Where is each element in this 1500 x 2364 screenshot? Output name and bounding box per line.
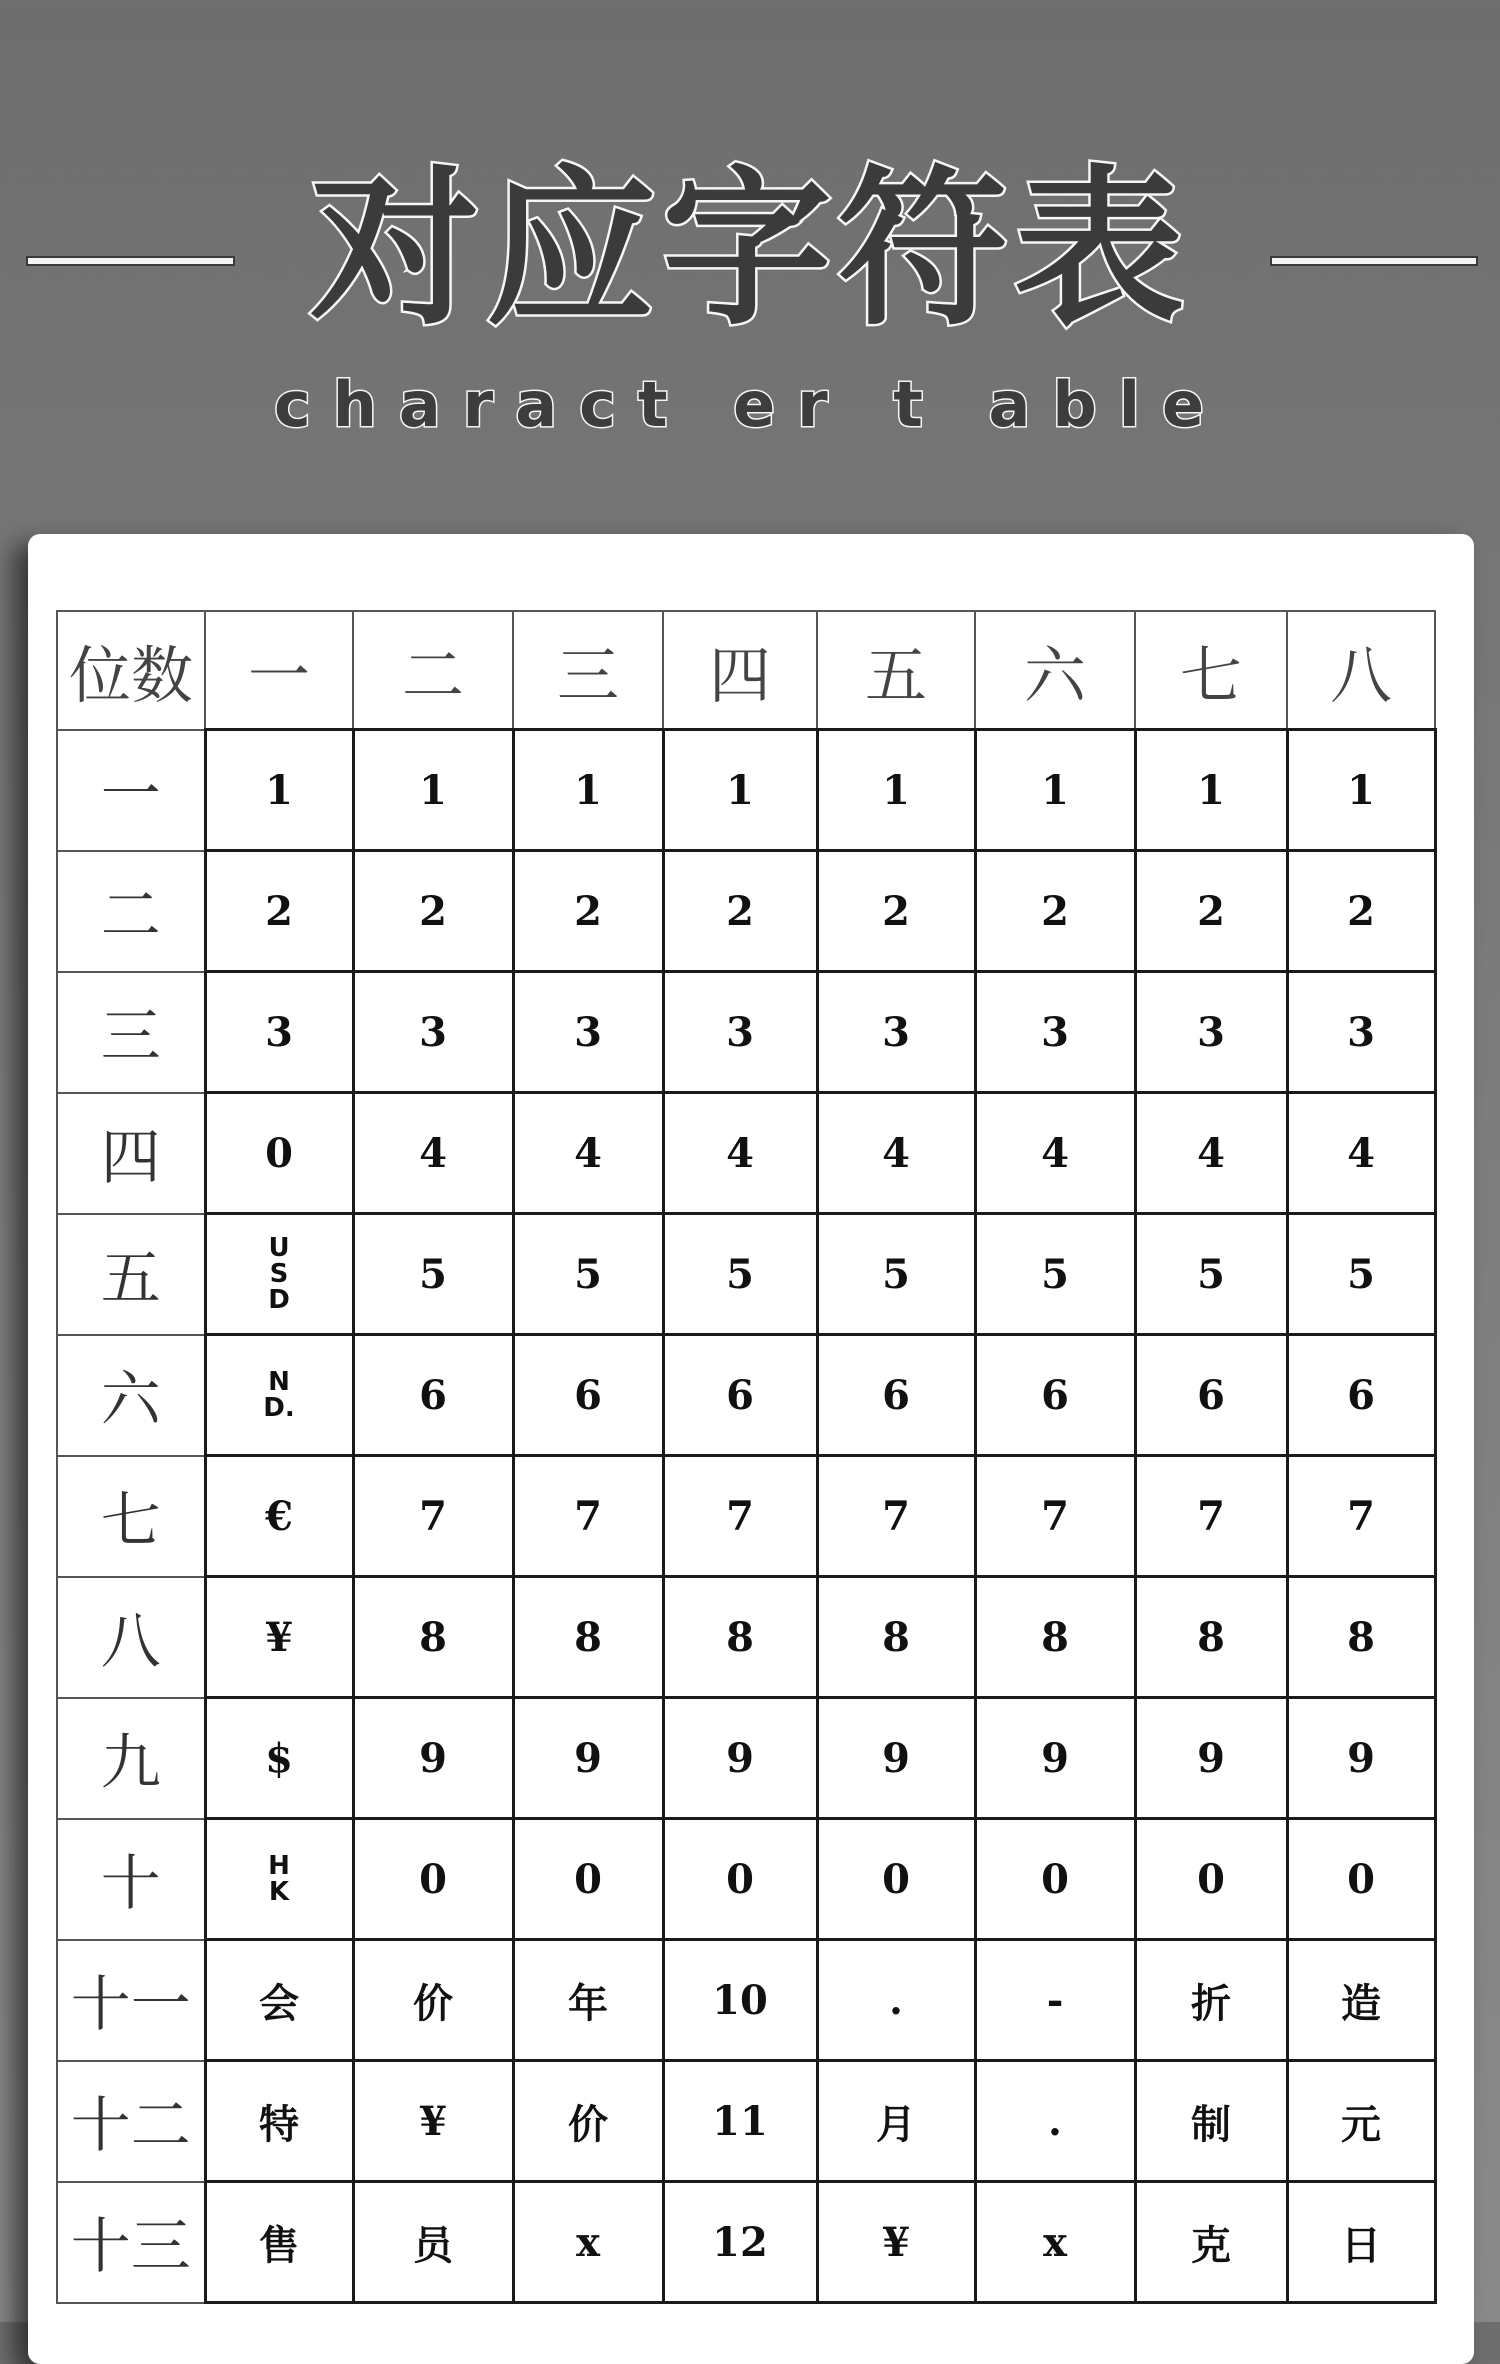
table-cell: 0 (353, 1819, 513, 1940)
table-cell: 1 (1135, 730, 1287, 851)
table-cell: 7 (975, 1456, 1135, 1577)
table-cell: 3 (663, 972, 817, 1093)
table-cell: 会 (205, 1940, 353, 2061)
table-cell: 0 (817, 1819, 975, 1940)
table-cell: 6 (975, 1335, 1135, 1456)
table-row (57, 1940, 1435, 2061)
table-cell: 员 (353, 2182, 513, 2303)
table-cell: 7 (353, 1456, 513, 1577)
table-cell: 1 (1287, 730, 1435, 851)
table-row (57, 1335, 1435, 1456)
table-cell: 1 (513, 730, 663, 851)
table-cell: 8 (817, 1577, 975, 1698)
table-cell: 价 (513, 2061, 663, 2182)
row-header: 二 (57, 851, 205, 972)
table-row (57, 851, 1435, 972)
table-corner-label: 位数 (57, 611, 205, 730)
table-cell: 5 (663, 1214, 817, 1335)
table-cell: 0 (1287, 1819, 1435, 1940)
table-cell: 2 (817, 851, 975, 972)
table-cell: 2 (205, 851, 353, 972)
table-cell: 0 (975, 1819, 1135, 1940)
table-cell: 4 (353, 1093, 513, 1214)
character-table (56, 610, 1437, 2304)
table-cell: 5 (1135, 1214, 1287, 1335)
table-row (57, 1214, 1435, 1335)
row-header: 九 (57, 1698, 205, 1819)
table-cell: U S D (205, 1214, 353, 1335)
table-cell: 0 (1135, 1819, 1287, 1940)
table-cell: 4 (1287, 1093, 1435, 1214)
table-cell: 6 (353, 1335, 513, 1456)
table-cell: 3 (1135, 972, 1287, 1093)
table-cell: 9 (817, 1698, 975, 1819)
table-cell: 4 (663, 1093, 817, 1214)
table-cell: x (513, 2182, 663, 2303)
table-cell: 4 (1135, 1093, 1287, 1214)
row-header: 七 (57, 1456, 205, 1577)
title-area (0, 150, 1500, 350)
table-cell: 5 (1287, 1214, 1435, 1335)
row-header: 十 (57, 1819, 205, 1940)
table-cell: 8 (353, 1577, 513, 1698)
page-subtitle: charact er t able (273, 368, 1227, 441)
table-cell: 5 (513, 1214, 663, 1335)
table-row (57, 1698, 1435, 1819)
table-cell: 8 (1135, 1577, 1287, 1698)
table-cell: $ (205, 1698, 353, 1819)
table-cell: 8 (1287, 1577, 1435, 1698)
table-cell: 0 (513, 1819, 663, 1940)
row-header: 八 (57, 1577, 205, 1698)
table-cell: 1 (353, 730, 513, 851)
table-cell: 2 (353, 851, 513, 972)
table-cell: 7 (513, 1456, 663, 1577)
table-cell: 7 (1135, 1456, 1287, 1577)
column-header: 三 (513, 611, 663, 730)
row-header: 十一 (57, 1940, 205, 2061)
table-cell: 2 (1135, 851, 1287, 972)
table-cell: 11 (663, 2061, 817, 2182)
table-cell: 3 (1287, 972, 1435, 1093)
table-cell: 8 (663, 1577, 817, 1698)
table-row (57, 730, 1435, 851)
table-cell: 7 (817, 1456, 975, 1577)
row-header: 十三 (57, 2182, 205, 2303)
table-cell: - (975, 1940, 1135, 2061)
table-cell: 日 (1287, 2182, 1435, 2303)
table-cell: 6 (663, 1335, 817, 1456)
table-cell: 9 (663, 1698, 817, 1819)
table-cell: . (817, 1940, 975, 2061)
table-cell: 造 (1287, 1940, 1435, 2061)
table-cell: 1 (817, 730, 975, 851)
table-cell: 4 (975, 1093, 1135, 1214)
table-row (57, 1456, 1435, 1577)
table-cell: 年 (513, 1940, 663, 2061)
table-cell: 5 (817, 1214, 975, 1335)
column-header: 八 (1287, 611, 1435, 730)
table-cell: 2 (975, 851, 1135, 972)
table-cell: 6 (513, 1335, 663, 1456)
table-row (57, 972, 1435, 1093)
table-cell: 7 (663, 1456, 817, 1577)
table-cell: 1 (205, 730, 353, 851)
page-title: 对应字符表 (309, 151, 1190, 349)
table-cell: 3 (205, 972, 353, 1093)
table-cell: ¥ (817, 2182, 975, 2303)
character-table-card (28, 534, 1474, 2364)
row-header: 六 (57, 1335, 205, 1456)
table-cell: N D. (205, 1335, 353, 1456)
table-cell: H K (205, 1819, 353, 1940)
table-cell: 9 (1135, 1698, 1287, 1819)
table-cell: 售 (205, 2182, 353, 2303)
table-row (57, 1819, 1435, 1940)
table-cell: 1 (663, 730, 817, 851)
table-cell: 月 (817, 2061, 975, 2182)
column-header: 四 (663, 611, 817, 730)
table-cell: 9 (975, 1698, 1135, 1819)
table-cell: 3 (353, 972, 513, 1093)
table-cell: 9 (1287, 1698, 1435, 1819)
table-cell: ¥ (205, 1577, 353, 1698)
column-header: 一 (205, 611, 353, 730)
table-cell: 4 (817, 1093, 975, 1214)
row-header: 十二 (57, 2061, 205, 2182)
table-row (57, 2061, 1435, 2182)
table-cell: 制 (1135, 2061, 1287, 2182)
table-row (57, 1093, 1435, 1214)
row-header: 一 (57, 730, 205, 851)
row-header: 四 (57, 1093, 205, 1214)
table-cell: 2 (1287, 851, 1435, 972)
table-cell: 6 (1135, 1335, 1287, 1456)
table-cell: 3 (513, 972, 663, 1093)
table-cell: 10 (663, 1940, 817, 2061)
row-header: 三 (57, 972, 205, 1093)
table-header-row (57, 611, 1435, 730)
table-cell: 元 (1287, 2061, 1435, 2182)
column-header: 七 (1135, 611, 1287, 730)
column-header: 五 (817, 611, 975, 730)
table-row (57, 2182, 1435, 2303)
column-header: 二 (353, 611, 513, 730)
column-header: 六 (975, 611, 1135, 730)
table-cell: 12 (663, 2182, 817, 2303)
table-cell: 0 (663, 1819, 817, 1940)
table-cell: 5 (975, 1214, 1135, 1335)
table-cell: 1 (975, 730, 1135, 851)
table-cell: ¥ (353, 2061, 513, 2182)
table-cell: 特 (205, 2061, 353, 2182)
table-cell: 3 (817, 972, 975, 1093)
table-cell: 4 (513, 1093, 663, 1214)
table-cell: 6 (817, 1335, 975, 1456)
table-cell: 6 (1287, 1335, 1435, 1456)
row-header: 五 (57, 1214, 205, 1335)
table-cell: 8 (975, 1577, 1135, 1698)
table-cell: 8 (513, 1577, 663, 1698)
table-cell: 3 (975, 972, 1135, 1093)
table-cell: 2 (513, 851, 663, 972)
table-cell: € (205, 1456, 353, 1577)
table-cell: x (975, 2182, 1135, 2303)
table-cell: 价 (353, 1940, 513, 2061)
table-cell: . (975, 2061, 1135, 2182)
table-cell: 9 (513, 1698, 663, 1819)
table-cell: 9 (353, 1698, 513, 1819)
table-cell: 折 (1135, 1940, 1287, 2061)
table-cell: 0 (205, 1093, 353, 1214)
table-cell: 5 (353, 1214, 513, 1335)
table-cell: 7 (1287, 1456, 1435, 1577)
table-row (57, 1577, 1435, 1698)
table-cell: 克 (1135, 2182, 1287, 2303)
table-cell: 2 (663, 851, 817, 972)
